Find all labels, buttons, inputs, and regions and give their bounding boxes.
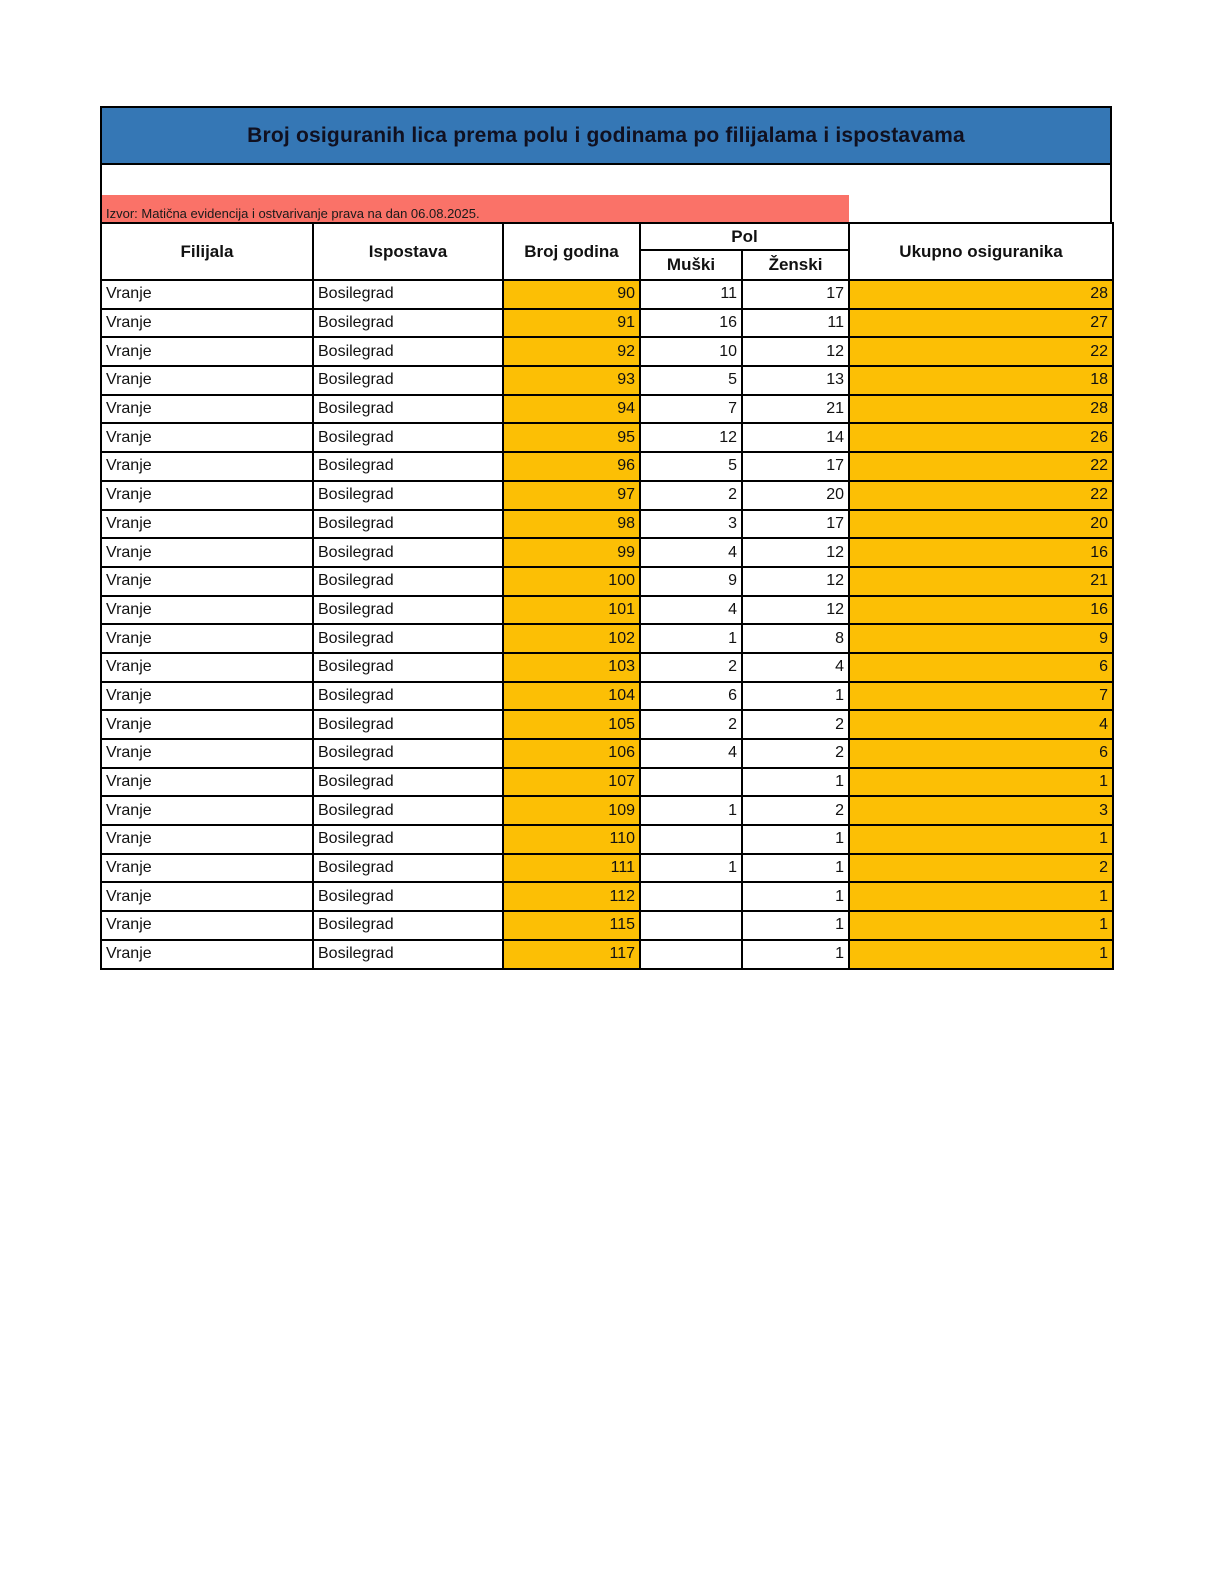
cell-filijala: Vranje [101, 911, 313, 940]
cell-ukupno: 21 [849, 567, 1113, 596]
cell-broj-godina: 96 [503, 452, 640, 481]
cell-ispostava: Bosilegrad [313, 825, 503, 854]
cell-ispostava: Bosilegrad [313, 653, 503, 682]
cell-muski: 1 [640, 796, 742, 825]
table-row [101, 538, 1113, 567]
table-row [101, 510, 1113, 539]
insured-persons-table [100, 222, 1114, 970]
cell-zenski: 11 [742, 309, 849, 338]
cell-ispostava: Bosilegrad [313, 854, 503, 883]
cell-muski: 2 [640, 481, 742, 510]
cell-ukupno: 9 [849, 624, 1113, 653]
cell-ispostava: Bosilegrad [313, 452, 503, 481]
cell-filijala: Vranje [101, 596, 313, 625]
col-header-zenski: Ženski [742, 250, 849, 280]
table-row [101, 596, 1113, 625]
table-row [101, 940, 1113, 969]
cell-filijala: Vranje [101, 940, 313, 969]
cell-zenski: 12 [742, 567, 849, 596]
cell-zenski: 17 [742, 280, 849, 309]
cell-muski: 5 [640, 452, 742, 481]
cell-ispostava: Bosilegrad [313, 940, 503, 969]
cell-ukupno: 22 [849, 452, 1113, 481]
cell-zenski: 17 [742, 510, 849, 539]
cell-broj-godina: 95 [503, 423, 640, 452]
table-row [101, 395, 1113, 424]
cell-filijala: Vranje [101, 739, 313, 768]
table-row [101, 624, 1113, 653]
cell-filijala: Vranje [101, 366, 313, 395]
cell-muski [640, 825, 742, 854]
table-body [101, 280, 1113, 969]
cell-zenski: 1 [742, 682, 849, 711]
cell-filijala: Vranje [101, 567, 313, 596]
table-row [101, 825, 1113, 854]
cell-broj-godina: 101 [503, 596, 640, 625]
cell-broj-godina: 102 [503, 624, 640, 653]
cell-broj-godina: 112 [503, 882, 640, 911]
cell-broj-godina: 97 [503, 481, 640, 510]
cell-muski [640, 768, 742, 797]
cell-zenski: 2 [742, 796, 849, 825]
cell-ukupno: 22 [849, 337, 1113, 366]
cell-filijala: Vranje [101, 653, 313, 682]
cell-muski: 5 [640, 366, 742, 395]
cell-zenski: 1 [742, 911, 849, 940]
cell-zenski: 12 [742, 596, 849, 625]
cell-broj-godina: 110 [503, 825, 640, 854]
cell-filijala: Vranje [101, 854, 313, 883]
table-row [101, 653, 1113, 682]
cell-broj-godina: 93 [503, 366, 640, 395]
cell-zenski: 21 [742, 395, 849, 424]
cell-filijala: Vranje [101, 682, 313, 711]
cell-broj-godina: 91 [503, 309, 640, 338]
cell-ukupno: 1 [849, 768, 1113, 797]
table-row [101, 682, 1113, 711]
cell-filijala: Vranje [101, 538, 313, 567]
table-row [101, 882, 1113, 911]
cell-ispostava: Bosilegrad [313, 911, 503, 940]
cell-muski: 10 [640, 337, 742, 366]
report-title: Broj osiguranih lica prema polu i godinama po filijalama i ispostavama [247, 123, 965, 147]
col-header-broj-godina: Broj godina [503, 223, 640, 280]
cell-ispostava: Bosilegrad [313, 309, 503, 338]
cell-muski [640, 882, 742, 911]
table-row [101, 481, 1113, 510]
col-header-filijala: Filijala [101, 223, 313, 280]
cell-ukupno: 1 [849, 882, 1113, 911]
cell-ispostava: Bosilegrad [313, 538, 503, 567]
cell-ispostava: Bosilegrad [313, 882, 503, 911]
table-header [101, 223, 1113, 280]
cell-filijala: Vranje [101, 337, 313, 366]
cell-ispostava: Bosilegrad [313, 768, 503, 797]
cell-ukupno: 1 [849, 911, 1113, 940]
table-row [101, 366, 1113, 395]
cell-zenski: 1 [742, 882, 849, 911]
cell-ispostava: Bosilegrad [313, 366, 503, 395]
cell-muski: 1 [640, 624, 742, 653]
cell-zenski: 2 [742, 710, 849, 739]
cell-muski: 6 [640, 682, 742, 711]
cell-muski: 4 [640, 538, 742, 567]
cell-ukupno: 1 [849, 825, 1113, 854]
cell-muski: 12 [640, 423, 742, 452]
cell-muski: 2 [640, 653, 742, 682]
cell-muski [640, 911, 742, 940]
table-row [101, 768, 1113, 797]
cell-filijala: Vranje [101, 280, 313, 309]
cell-filijala: Vranje [101, 624, 313, 653]
cell-ispostava: Bosilegrad [313, 796, 503, 825]
cell-ispostava: Bosilegrad [313, 423, 503, 452]
cell-muski: 16 [640, 309, 742, 338]
cell-ukupno: 20 [849, 510, 1113, 539]
cell-zenski: 13 [742, 366, 849, 395]
cell-ukupno: 28 [849, 395, 1113, 424]
cell-ispostava: Bosilegrad [313, 739, 503, 768]
table-row [101, 911, 1113, 940]
table-row [101, 567, 1113, 596]
cell-filijala: Vranje [101, 481, 313, 510]
cell-filijala: Vranje [101, 796, 313, 825]
cell-filijala: Vranje [101, 882, 313, 911]
cell-muski: 4 [640, 596, 742, 625]
cell-filijala: Vranje [101, 710, 313, 739]
cell-zenski: 1 [742, 768, 849, 797]
cell-ispostava: Bosilegrad [313, 337, 503, 366]
cell-ukupno: 28 [849, 280, 1113, 309]
cell-broj-godina: 100 [503, 567, 640, 596]
cell-broj-godina: 117 [503, 940, 640, 969]
report-title-band [100, 106, 1112, 165]
cell-broj-godina: 98 [503, 510, 640, 539]
cell-broj-godina: 109 [503, 796, 640, 825]
table-row [101, 280, 1113, 309]
cell-broj-godina: 99 [503, 538, 640, 567]
cell-broj-godina: 94 [503, 395, 640, 424]
table-row [101, 710, 1113, 739]
cell-muski [640, 940, 742, 969]
cell-filijala: Vranje [101, 768, 313, 797]
cell-muski: 3 [640, 510, 742, 539]
cell-ukupno: 16 [849, 596, 1113, 625]
cell-ukupno: 4 [849, 710, 1113, 739]
col-header-pol: Pol [640, 223, 849, 250]
cell-filijala: Vranje [101, 423, 313, 452]
cell-muski: 2 [640, 710, 742, 739]
cell-ispostava: Bosilegrad [313, 710, 503, 739]
cell-broj-godina: 104 [503, 682, 640, 711]
cell-ispostava: Bosilegrad [313, 481, 503, 510]
table-row [101, 452, 1113, 481]
cell-ukupno: 26 [849, 423, 1113, 452]
col-header-ispostava: Ispostava [313, 223, 503, 280]
cell-broj-godina: 105 [503, 710, 640, 739]
cell-ukupno: 2 [849, 854, 1113, 883]
cell-ukupno: 16 [849, 538, 1113, 567]
cell-broj-godina: 90 [503, 280, 640, 309]
cell-zenski: 12 [742, 538, 849, 567]
cell-ukupno: 6 [849, 739, 1113, 768]
cell-zenski: 14 [742, 423, 849, 452]
cell-ukupno: 6 [849, 653, 1113, 682]
cell-muski: 1 [640, 854, 742, 883]
col-header-muski: Muški [640, 250, 742, 280]
cell-muski: 7 [640, 395, 742, 424]
table-row [101, 423, 1113, 452]
cell-ukupno: 3 [849, 796, 1113, 825]
cell-zenski: 1 [742, 825, 849, 854]
cell-filijala: Vranje [101, 510, 313, 539]
report-sheet [100, 106, 1112, 970]
cell-broj-godina: 111 [503, 854, 640, 883]
cell-broj-godina: 107 [503, 768, 640, 797]
source-note-row [100, 195, 1112, 222]
cell-zenski: 2 [742, 739, 849, 768]
cell-zenski: 1 [742, 940, 849, 969]
cell-ukupno: 18 [849, 366, 1113, 395]
spacer-row [100, 165, 1112, 195]
cell-ispostava: Bosilegrad [313, 567, 503, 596]
table-row [101, 796, 1113, 825]
table-row [101, 854, 1113, 883]
source-note: Izvor: Matična evidencija i ostvarivanje prava na dan 06.08.2025. [102, 195, 849, 222]
cell-zenski: 4 [742, 653, 849, 682]
table-row [101, 337, 1113, 366]
cell-zenski: 12 [742, 337, 849, 366]
cell-broj-godina: 106 [503, 739, 640, 768]
cell-ispostava: Bosilegrad [313, 682, 503, 711]
cell-ukupno: 22 [849, 481, 1113, 510]
cell-zenski: 17 [742, 452, 849, 481]
cell-ispostava: Bosilegrad [313, 510, 503, 539]
cell-zenski: 20 [742, 481, 849, 510]
cell-zenski: 1 [742, 854, 849, 883]
cell-ukupno: 7 [849, 682, 1113, 711]
cell-ispostava: Bosilegrad [313, 596, 503, 625]
cell-muski: 11 [640, 280, 742, 309]
cell-filijala: Vranje [101, 395, 313, 424]
cell-ispostava: Bosilegrad [313, 280, 503, 309]
table-row [101, 309, 1113, 338]
cell-ukupno: 27 [849, 309, 1113, 338]
cell-filijala: Vranje [101, 452, 313, 481]
cell-broj-godina: 92 [503, 337, 640, 366]
cell-ispostava: Bosilegrad [313, 395, 503, 424]
cell-filijala: Vranje [101, 825, 313, 854]
table-row [101, 739, 1113, 768]
cell-zenski: 8 [742, 624, 849, 653]
cell-ukupno: 1 [849, 940, 1113, 969]
col-header-ukupno-osiguranika: Ukupno osiguranika [849, 223, 1113, 280]
cell-filijala: Vranje [101, 309, 313, 338]
cell-broj-godina: 103 [503, 653, 640, 682]
cell-broj-godina: 115 [503, 911, 640, 940]
cell-muski: 4 [640, 739, 742, 768]
cell-ispostava: Bosilegrad [313, 624, 503, 653]
cell-muski: 9 [640, 567, 742, 596]
